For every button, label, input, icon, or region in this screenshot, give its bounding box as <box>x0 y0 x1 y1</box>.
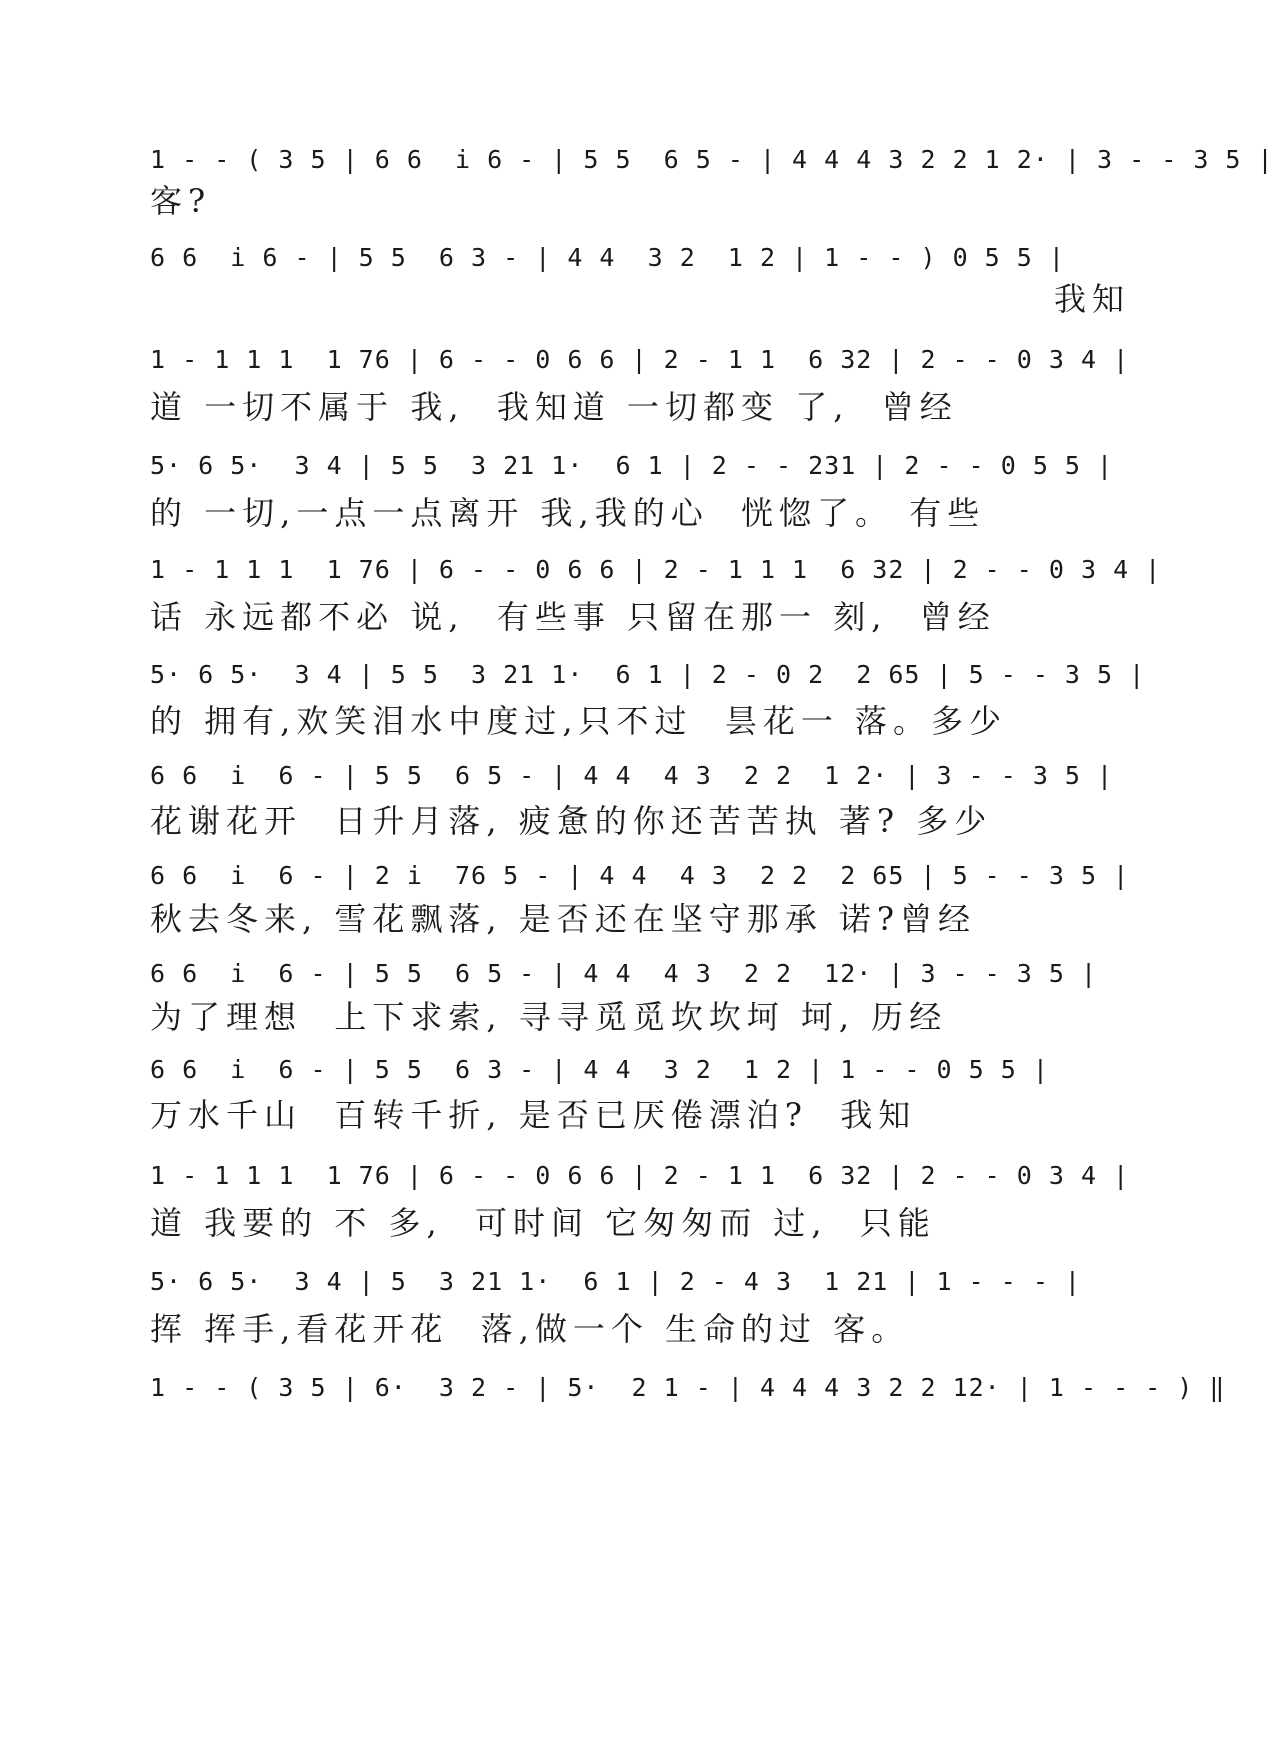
notation-line: 1 - 1 1 1 1 76 | 6 - - 0 6 6 | 2 - 1 1 6 32 | 2 - - 0 3 4 | <box>150 1161 1130 1190</box>
lyrics-line: 万水千山 百转千折, 是否已厌倦漂泊? 我知 <box>150 1096 917 1134</box>
notation-line: 6 6 i 6 - | 5 5 6 3 - | 4 4 3 2 1 2 | 1 - - ) 0 5 5 | <box>150 243 1065 272</box>
lyrics-line: 为了理想 上下求索, 寻寻觅觅坎坎坷 坷, 历经 <box>150 998 948 1036</box>
lyrics-line: 秋去冬来, 雪花飘落, 是否还在坚守那承 诺?曾经 <box>150 900 977 938</box>
notation-line: 6 6 i 6 - | 5 5 6 3 - | 4 4 3 2 1 2 | 1 - - 0 5 5 | <box>150 1055 1049 1084</box>
notation-line: 5· 6 5· 3 4 | 5 5 3 21 1· 6 1 | 2 - - 231 | 2 - - 0 5 5 | <box>150 451 1114 480</box>
notation-line: 6 6 i 6 - | 5 5 6 5 - | 4 4 4 3 2 2 1 2· | 3 - - 3 5 | <box>150 761 1114 790</box>
lyrics-line: 话 永远都不必 说, 有些事 只留在那一 刻, 曾经 <box>150 598 996 636</box>
lyrics-line: 挥 挥手,看花开花 落,做一个 生命的过 客。 <box>150 1310 910 1348</box>
lyrics-line <box>150 1410 1130 1456</box>
notation-line: 6 6 i 6 - | 2 i 76 5 - | 4 4 4 3 2 2 2 65 | 5 - - 3 5 | <box>150 861 1130 890</box>
lyrics-line: 的 一切,一点一点离开 我,我的心 恍惚了。 有些 <box>150 494 986 532</box>
lyrics-line: 客? <box>150 182 212 220</box>
notation-line: 1 - - ( 3 5 | 6· 3 2 - | 5· 2 1 - | 4 4 4 3 2 2 12· | 1 - - - ) ‖ <box>150 1373 1226 1402</box>
lyrics-line: 我知 <box>1053 280 1130 318</box>
lyrics-line: 道 我要的 不 多, 可时间 它匆匆而 过, 只能 <box>150 1204 936 1242</box>
notation-line: 6 6 i 6 - | 5 5 6 5 - | 4 4 4 3 2 2 12· | 3 - - 3 5 | <box>150 959 1098 988</box>
lyrics-line: 的 拥有,欢笑泪水中度过,只不过 昙花一 落。多少 <box>150 702 1008 740</box>
notation-line: 5· 6 5· 3 4 | 5 3 21 1· 6 1 | 2 - 4 3 1 21 | 1 - - - | <box>150 1267 1081 1296</box>
notation-line: 5· 6 5· 3 4 | 5 5 3 21 1· 6 1 | 2 - 0 2 2 65 | 5 - - 3 5 | <box>150 660 1146 689</box>
lyrics-line: 道 一切不属于 我, 我知道 一切都变 了, 曾经 <box>150 388 958 426</box>
notation-line: 1 - 1 1 1 1 76 | 6 - - 0 6 6 | 2 - 1 1 1 6 32 | 2 - - 0 3 4 | <box>150 555 1162 584</box>
notation-line: 1 - 1 1 1 1 76 | 6 - - 0 6 6 | 2 - 1 1 6 32 | 2 - - 0 3 4 | <box>150 345 1130 374</box>
lyrics-line: 花谢花开 日升月落, 疲惫的你还苦苦执 著? 多少 <box>150 802 993 840</box>
notation-line: 1 - - ( 3 5 | 6 6 i 6 - | 5 5 6 5 - | 4 4 4 3 2 2 1 2· | 3 - - 3 5 | <box>150 145 1274 174</box>
